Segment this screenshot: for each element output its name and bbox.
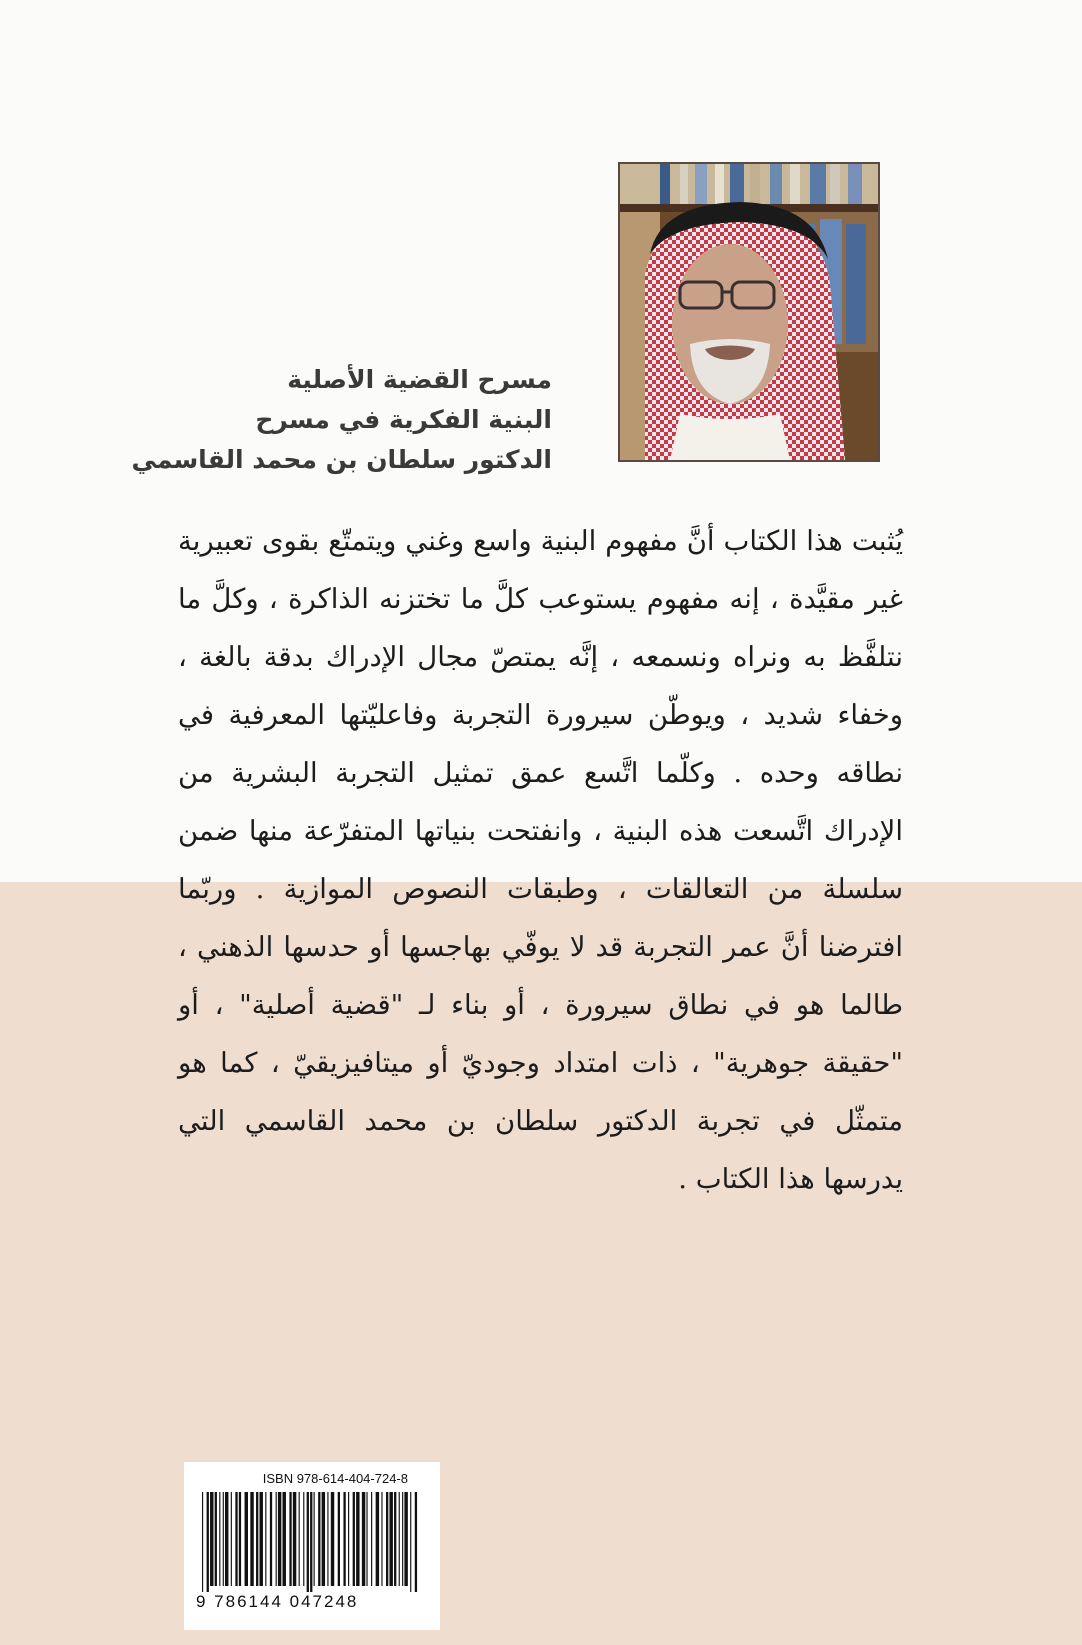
title-line-1: مسرح القضية الأصلية xyxy=(287,365,552,394)
barcode-bar xyxy=(265,1492,266,1586)
barcode-bar xyxy=(399,1492,400,1586)
barcode-bar xyxy=(386,1492,388,1586)
barcode-bar xyxy=(225,1492,228,1586)
book-titles xyxy=(132,360,552,480)
barcode-bar xyxy=(283,1492,286,1586)
barcode-bar xyxy=(270,1492,272,1586)
barcode-bar xyxy=(219,1492,220,1586)
barcode-bar xyxy=(303,1492,304,1586)
barcode-bar xyxy=(394,1492,396,1586)
isbn-label: ISBN 978-614-404-724-8 xyxy=(262,1471,408,1486)
barcode-bar xyxy=(415,1492,417,1592)
barcode-bar xyxy=(278,1492,281,1586)
barcode-bar xyxy=(314,1492,315,1586)
barcode-bar xyxy=(239,1492,241,1586)
barcode-bar xyxy=(327,1492,328,1586)
barcode-bar xyxy=(210,1492,213,1586)
barcode-bar xyxy=(366,1492,367,1586)
barcode-box xyxy=(184,1462,440,1630)
barcode-bar xyxy=(376,1492,379,1586)
barcode-bar xyxy=(256,1492,258,1586)
barcode-bar xyxy=(307,1492,309,1592)
barcode-bar xyxy=(293,1492,296,1586)
barcode-bar xyxy=(260,1492,263,1586)
title-line-2: البنية الفكرية في مسرح xyxy=(255,405,552,434)
barcode-bar xyxy=(235,1492,237,1586)
barcode-bar xyxy=(356,1492,359,1586)
barcode-bars xyxy=(196,1492,428,1592)
barcode-bar xyxy=(318,1492,320,1586)
barcode-bar xyxy=(343,1492,345,1586)
barcode-bar xyxy=(289,1492,291,1586)
barcode-bar xyxy=(410,1492,411,1592)
barcode-bar xyxy=(331,1492,334,1586)
barcode-bar xyxy=(207,1492,209,1592)
barcode-bar xyxy=(215,1492,217,1586)
barcode-bar xyxy=(245,1492,248,1586)
barcode-bar xyxy=(310,1492,312,1592)
barcode-bar xyxy=(389,1492,392,1586)
barcode-digits: 9 786144 047248 xyxy=(196,1592,359,1611)
barcode-bar xyxy=(322,1492,325,1586)
author-photo xyxy=(618,162,880,462)
barcode-bar xyxy=(231,1492,232,1586)
barcode-bar xyxy=(338,1492,340,1586)
barcode-bar xyxy=(362,1492,365,1586)
barcode-bar xyxy=(250,1492,253,1586)
barcode-bar xyxy=(371,1492,372,1586)
back-cover-blurb: يُثبت هذا الكتاب أنَّ مفهوم البنية واسع وغني ويتمتّع بقوى تعبيرية غير مقيَّدة ، إنه مفهوم يستوعب كلَّ ما تختزنه الذاكرة ، وكلَّ ما نتلفَّظ به ونراه ونسمعه ، إنَّه يمتصّ مجال الإدراك بدقة بالغة ، وخفاء شديد ، ويوطّن سيرورة التجربة وفاعليّتها المعرفية في نطاقه وحده . وكلّما اتَّسع عمق تمثيل التجربة البشرية من الإدراك اتَّسعت هذه البنية ، وانفتحت بنياتها المتفرّعة منها ضمن سلسلة من التعالقات ، وطبقات النصوص الموازية . وربّما افترضنا أنَّ عمر التجربة قد لا يوفّي بهاجسها أو حدسها الذهني ، طالما هو في نطاق سيرورة ، أو بناء لـ "قضية أصلية" ، أو "حقيقة جوهرية" ، ذات امتداد وجوديّ أو ميتافيزيقيّ ، كما هو متمثّل في تجربة الدكتور سلطان بن محمد القاسمي التي يدرسها هذا الكتاب . xyxy=(178,525,903,1195)
barcode-bar xyxy=(276,1492,277,1586)
barcode-bar xyxy=(299,1492,300,1586)
barcode-bar xyxy=(381,1492,382,1586)
barcode-bar xyxy=(353,1492,355,1586)
barcode-bar xyxy=(223,1492,224,1586)
barcode-bar xyxy=(402,1492,403,1586)
title-line-3: الدكتور سلطان بن محمد القاسمي xyxy=(131,445,552,474)
barcode-bar xyxy=(202,1492,203,1592)
barcode-bar xyxy=(348,1492,349,1586)
barcode-bar xyxy=(404,1492,407,1586)
